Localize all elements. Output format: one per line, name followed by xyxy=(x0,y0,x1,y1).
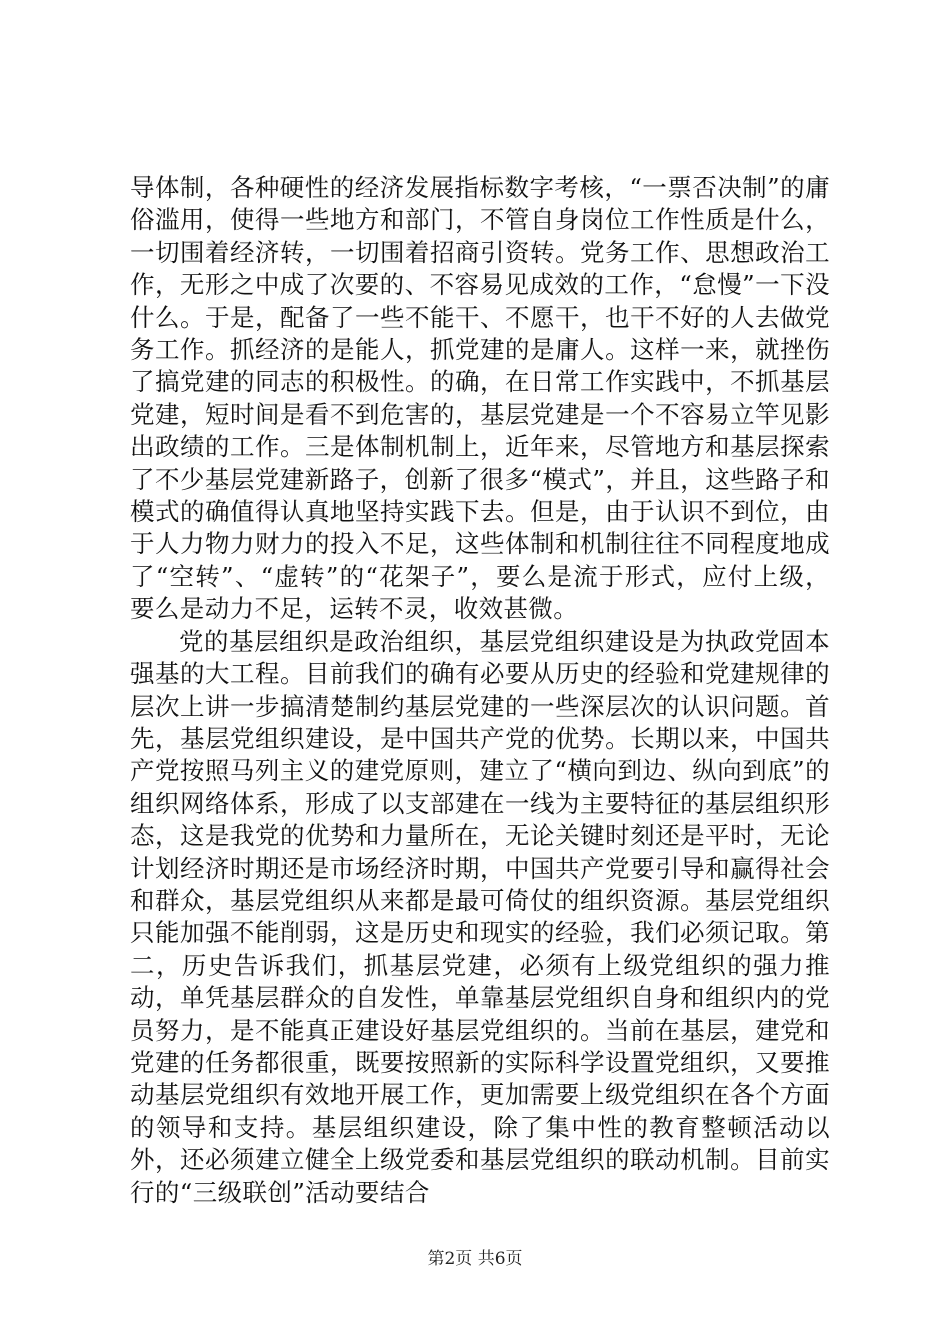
page-number-footer: 第2页 共6页 xyxy=(427,1249,523,1269)
paragraph-1: 导体制，各种硬性的经济发展指标数字考核，“一票否决制”的庸俗滥用，使得一些地方和部门，不管自身岗位工作性质是什么，一切围着经济转，一切围着招商引资转。党务工作、思想政治工作，无形之中成了次要的、不容易见成效的工作，“怠慢”一下没什么。于是，配备了一些不能干、不愿干，也干不好的人去做党务工作。抓经济的是能人，抓党建的是庸人。这样一来，就挫伤了搞党建的同志的积极性。的确，在日常工作实践中，不抓基层党建，短时间是看不到危害的，基层党建是一个不容易立竿见影出政绩的工作。三是体制机制上，近年来，尽管地方和基层探索了不少基层党建新路子，创新了很多“模式”，并且，这些路子和模式的确值得认真地坚持实践下去。但是，由于认识不到位，由于人力物力财力的投入不足，这些体制和机制往往不同程度地成了“空转”、“虚转”的“花架子”，要么是流于形式，应付上级，要么是动力不足，运转不灵，收效甚微。 xyxy=(130,173,830,624)
paragraph-2: 党的基层组织是政治组织，基层党组织建设是为执政党固本强基的大工程。目前我们的确有必要从历史的经验和党建规律的层次上讲一步搞清楚制约基层党建的一些深层次的认识问题。首先，基层党组织建设，是中国共产党的优势。长期以来，中国共产党按照马列主义的建党原则，建立了“横向到边、纵向到底”的组织网络体系，形成了以支部建在一线为主要特征的基层组织形态，这是我党的优势和力量所在，无论关键时刻还是平时，无论计划经济时期还是市场经济时期，中国共产党要引导和赢得社会和群众，基层党组织从来都是最可倚仗的组织资源。基层党组织只能加强不能削弱，这是历史和现实的经验，我们必须记取。第二，历史告诉我们，抓基层党建，必须有上级党组织的强力推动，单凭基层群众的自发性，单靠基层党组织自身和组织内的党员努力，是不能真正建设好基层党组织的。当前在基层，建党和党建的任务都很重，既要按照新的实际科学设置党组织，又要推动基层党组织有效地开展工作，更加需要上级党组织在各个方面的领导和支持。基层组织建设，除了集中性的教育整顿活动以外，还必须建立健全上级党委和基层党组织的联动机制。目前实行的“三级联创”活动要结合 xyxy=(130,626,830,1207)
document-body xyxy=(130,172,830,1209)
